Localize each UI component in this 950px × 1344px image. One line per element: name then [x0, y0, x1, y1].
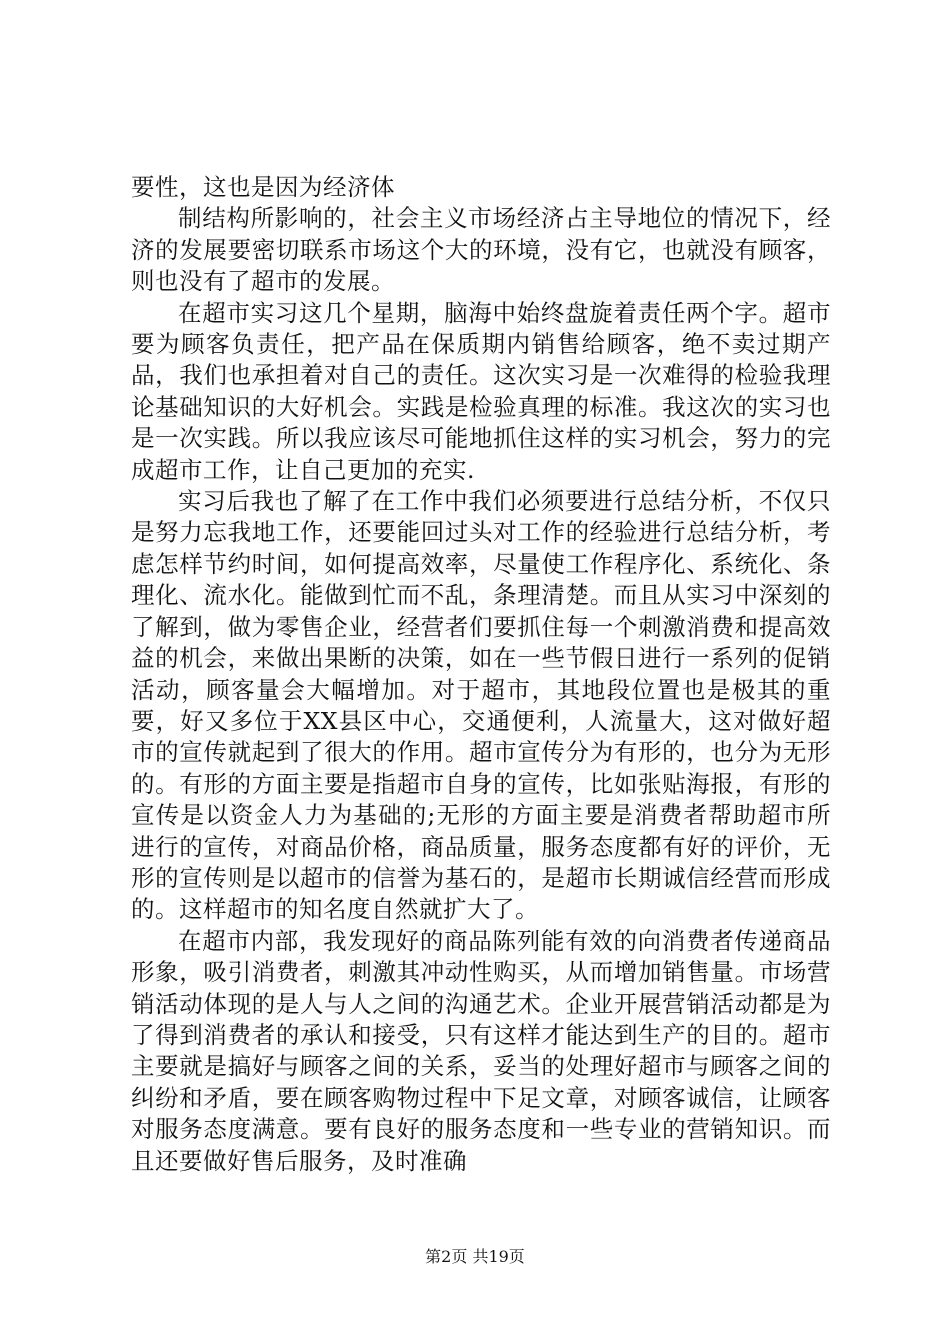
- paragraph-5: 在超市内部，我发现好的商品陈列能有效的向消费者传递商品形象，吸引消费者，刺激其冲动性购买，从而增加销售量。市场营销活动体现的是人与人之间的沟通艺术。企业开展营销活动都是为了得到消费者的承认和接受，只有这样才能达到生产的目的。超市主要就是搞好与顾客之间的关系，妥当的处理好超市与顾客之间的纠纷和矛盾，要在顾客购物过程中下足文章，对顾客诚信，让顾客对服务态度满意。要有良好的服务态度和一些专业的营销知识。而且还要做好售后服务，及时准确: [131, 926, 831, 1175]
- paragraph-1: 要性，这也是因为经济体: [131, 173, 395, 201]
- paragraph-3: 在超市实习这几个星期，脑海中始终盘旋着责任两个字。超市要为顾客负责任，把产品在保质期内销售给顾客，绝不卖过期产品，我们也承担着对自己的责任。这次实习是一次难得的检验我理论基础知识的大好机会。实践是检验真理的标准。我这次的实习也是一次实践。所以我应该尽可能地抓住这样的实习机会，努力的完成超市工作，让自己更加的充实.: [131, 298, 831, 484]
- paragraph-2: 制结构所影响的，社会主义市场经济占主导地位的情况下，经济的发展要密切联系市场这个大的环境，没有它，也就没有顾客，则也没有了超市的发展。: [131, 204, 831, 296]
- document-body: [131, 172, 831, 1177]
- page-number-footer: 第2页 共19页: [425, 1247, 525, 1266]
- paragraph-4: 实习后我也了解了在工作中我们必须要进行总结分析，不仅只是努力忘我地工作，还要能回过头对工作的经验进行总结分析，考虑怎样节约时间，如何提高效率，尽量使工作程序化、系统化、条理化、流水化。能做到忙而不乱，条理清楚。而且从实习中深刻的了解到，做为零售企业，经营者们要抓住每一个刺激消费和提高效益的机会，来做出果断的决策，如在一些节假日进行一系列的促销活动，顾客量会大幅增加。对于超市，其地段位置也是极其的重要，好又多位于XX县区中心，交通便利，人流量大，这对做好超市的宣传就起到了很大的作用。超市宣传分为有形的，也分为无形的。有形的方面主要是指超市自身的宣传，比如张贴海报，有形的宣传是以资金人力为基础的;无形的方面主要是消费者帮助超市所进行的宣传，对商品价格，商品质量，服务态度都有好的评价，无形的宣传则是以超市的信誉为基石的，是超市长期诚信经营而形成的。这样超市的知名度自然就扩大了。: [131, 487, 831, 924]
